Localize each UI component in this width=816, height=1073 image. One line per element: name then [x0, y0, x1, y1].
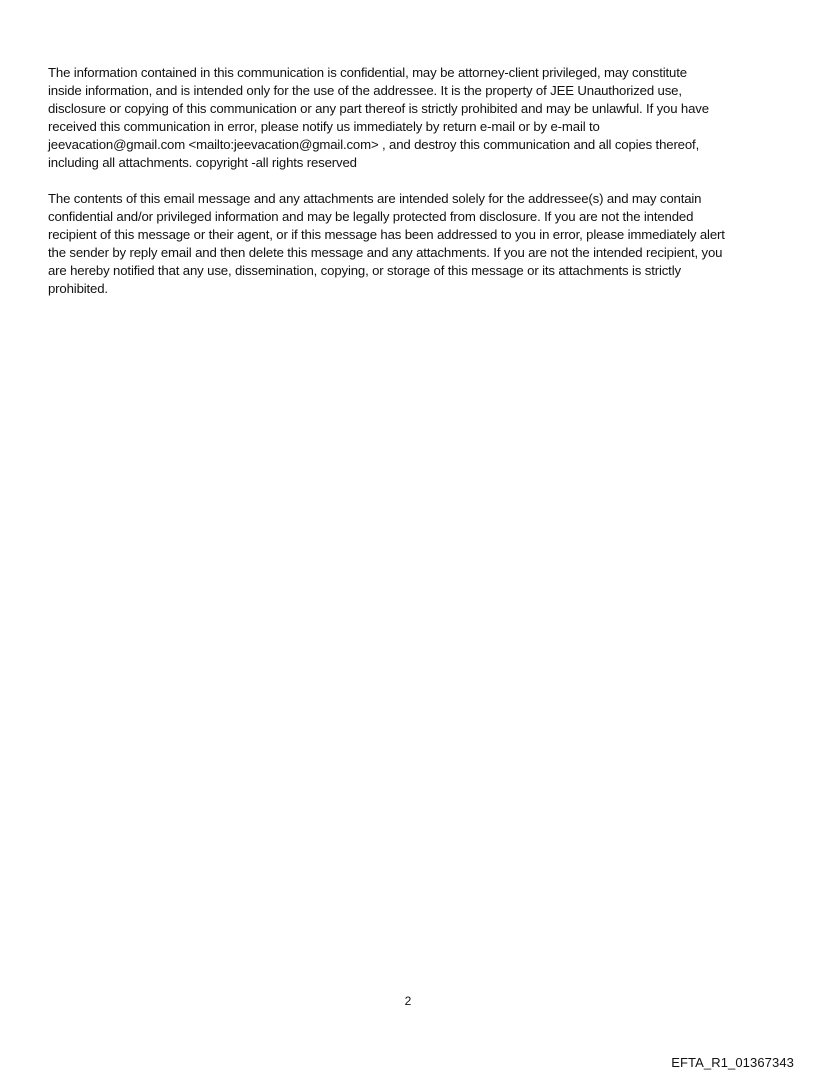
- confidentiality-notice-paragraph: The information contained in this communication is confidential, may be attorney-client privileged, may constitute inside information, and is intended only for the use of the addressee. It is the property of JEE Unauthorized use, disclosure or copying of this communication or any part thereof is strictly prohibited and may be unlawful. If you have received this communication in error, please notify us immediately by return e-mail or by e-mail to jeevacation@gmail.com <mailto:jeevacation@gmail.com> , and destroy this communication and all copies thereof, including all attachments. copyright -all rights reserved: [48, 65, 709, 170]
- document-body: [48, 64, 768, 298]
- email-disclaimer-paragraph: The contents of this email message and any attachments are intended solely for the addressee(s) and may contain confidential and/or privileged information and may be legally protected from disclosure. If you are not the intended recipient of this message or their agent, or if this message has been addressed to you in error, please immediately alert the sender by reply email and then delete this message and any attachments. If you are not the intended recipient, you are hereby notified that any use, dissemination, copying, or storage of this message or its attachments is strictly prohibited.: [48, 191, 725, 296]
- bates-id: EFTA_R1_01367343: [671, 1055, 794, 1070]
- page-number: 2: [404, 994, 412, 1008]
